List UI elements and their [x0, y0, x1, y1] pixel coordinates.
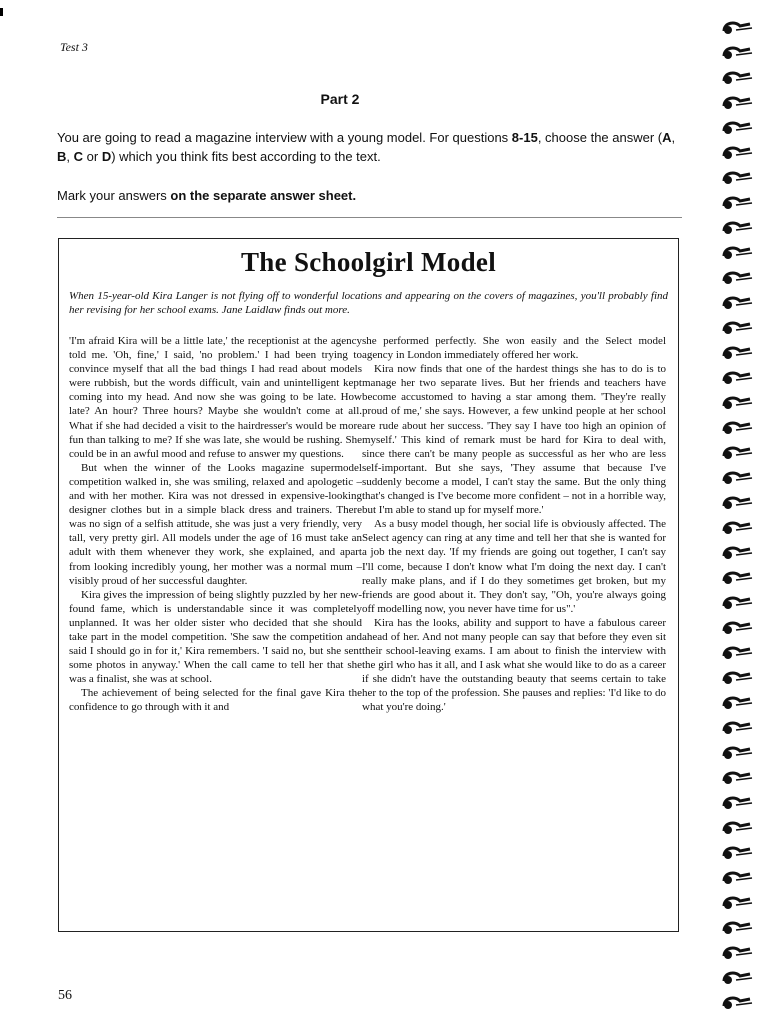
spiral-coil — [724, 73, 752, 84]
spiral-coil — [724, 323, 752, 334]
page-number: 56 — [58, 988, 72, 1003]
paragraph: Kira has the looks, ability and support to have a fabulous career ahead of her. And not many people can say that before they even sit their school-leaving exams. I am about to finish the interview with the girl who has it all, and I ask what she would like to do as a career if she didn't have the outstanding beauty that seems certain to take her to the top of the profession. She pauses and replies: 'I'd like to do what you're doing.' — [362, 616, 666, 714]
spiral-coil — [724, 948, 752, 959]
spiral-coil — [724, 248, 752, 259]
spiral-coil — [724, 698, 752, 709]
answer-sheet-note — [57, 188, 677, 203]
spiral-coil — [724, 98, 752, 109]
article-box — [58, 238, 679, 932]
spiral-coil — [724, 48, 752, 59]
instructions: You are going to read a magazine interview with a young model. For questions 8-15, choose the answer (A, B, C or D) which you think fits best according to the text. — [57, 130, 676, 164]
spiral-coil — [724, 473, 752, 484]
test-label: Test 3 — [60, 40, 88, 54]
option-b: B — [57, 149, 67, 164]
instructions-intro: You are going to read a magazine interview with a young model. For questions — [57, 130, 512, 145]
article-standfirst: When 15-year-old Kira Langer is not flying off to wonderful locations and appearing on the covers of magazines, you'll probably find her revising for her school exams. Jane Laidlaw finds out more. — [69, 290, 668, 316]
spiral-coil — [724, 773, 752, 784]
scan-mark — [0, 8, 3, 16]
instructions-end: ) which you think fits best according to the text. — [111, 149, 381, 164]
spiral-coil — [724, 173, 752, 184]
spiral-coil — [724, 998, 752, 1009]
instructions-middle: , choose the answer ( — [537, 130, 663, 145]
spiral-coil — [724, 873, 752, 884]
spiral-coil — [724, 923, 752, 934]
spiral-coil — [724, 448, 752, 459]
option-c: C — [73, 149, 84, 164]
spiral-coil — [724, 123, 752, 134]
spiral-coil — [724, 198, 752, 209]
spiral-coil — [724, 673, 752, 684]
spiral-coil — [724, 548, 752, 559]
paragraph: Kira gives the impression of being slightly puzzled by her new-found fame, which is understandable since it was completely unplanned. It was her older sister who decided that she should take part in the model competition. 'She saw the competition and said I should go in for it,' Kira remembers. 'I said no, but she sent some photos in anyway.' When the call came to tell her that she was a finalist, she was at school. — [69, 588, 362, 686]
spiral-coil — [724, 748, 752, 759]
spiral-coil — [724, 848, 752, 859]
article-column-right — [362, 334, 666, 715]
spiral-coil — [724, 798, 752, 809]
answer-note-bold: on the separate answer sheet. — [170, 188, 357, 203]
spiral-coil — [724, 823, 752, 834]
spiral-coil — [724, 398, 752, 409]
spiral-coil — [724, 898, 752, 909]
spiral-coil — [724, 148, 752, 159]
spiral-coil — [724, 598, 752, 609]
spiral-coil — [724, 273, 752, 284]
part-title: Part 2 — [320, 91, 360, 107]
paragraph: Kira now finds that one of the hardest things she has to do is to manage her two separate lives. But her friends and teachers have become accustomed to having a star among them. 'They're really proud of me,' she says. However, a few unkind people at her school are rude about her success. 'They say I have too high an opinion of myself.' This kind of remark must be hard for Kira to deal with, since there can't be many people as successful as her who are less self-important. But she says, 'They assume that because I've suddenly become a model, I can't stay the same. But the only thing that's changed is I've become more confident – not in a horrible way, but I'm able to stand up for myself more.' — [362, 363, 666, 517]
paragraph: As a busy model though, her social life is obviously affected. The Select agency can ring at any time and tell her that she is wanted for a job the next day. 'If my friends are going out together, I can't say I'll come, because I don't know what I'm doing the next day. I can't really make plans, and if I do they sometimes get broken, but my friends are good about it. They don't say, "Oh, you're always going off modelling now, you never have time for us".' — [362, 518, 666, 615]
spiral-coil — [724, 23, 752, 34]
article-column-left — [69, 334, 362, 715]
spiral-coil — [724, 348, 752, 359]
answer-note-prefix: Mark your answers — [57, 188, 171, 203]
option-a: A — [662, 130, 672, 145]
article-title: The Schoolgirl Model — [241, 247, 496, 277]
spiral-coil — [724, 573, 752, 584]
spiral-coil — [724, 648, 752, 659]
spiral-coil — [724, 973, 752, 984]
spiral-coil — [724, 498, 752, 509]
question-range: 8-15 — [511, 130, 538, 145]
spiral-coil — [724, 423, 752, 434]
paragraph: 'I'm afraid Kira will be a little late,' the receptionist at the agency told me. 'Oh, fine,' I said, 'no problem.' I had been trying to convince myself that all the bad things I had read about models were rubbish, but the words difficult, vain and unintelligent kept coming into my head. And now she was going to be late. How late? An hour? Three hours? Maybe she wouldn't come at all. What if she had decided a visit to the hairdresser's would be more fun than talking to me? If she was late, she would be rushing. She could be in an awful mood and refuse to answer my questions. — [69, 335, 362, 460]
paragraph: she performed perfectly. She won easily and the Select model agency in London immediately offered her work. — [362, 335, 666, 362]
paragraph: But when the winner of the Looks magazine supermodel competition walked in, she was smiling, relaxed and apologetic – and with her mother. Kira was not dressed in expensive-looking designer clothes but in a simple black dress and trainers. There was no sign of a selfish attitude, she was just a very friendly, very tall, very pretty girl. All models under the age of 16 must take an adult with them whenever they work, she explained, and apart from looking incredibly young, her mother was a normal mum – visibly proud of her successful daughter. — [69, 461, 362, 587]
spiral-coil — [724, 223, 752, 234]
divider — [57, 217, 682, 218]
spiral-binding — [716, 14, 760, 1024]
paragraph: The achievement of being selected for the final gave Kira the confidence to go through with it and — [69, 687, 362, 714]
spiral-coil — [724, 523, 752, 534]
spiral-coil — [724, 298, 752, 309]
spiral-coil — [724, 373, 752, 384]
spiral-coil — [724, 623, 752, 634]
option-d: D — [101, 149, 112, 164]
spiral-coil — [724, 723, 752, 734]
